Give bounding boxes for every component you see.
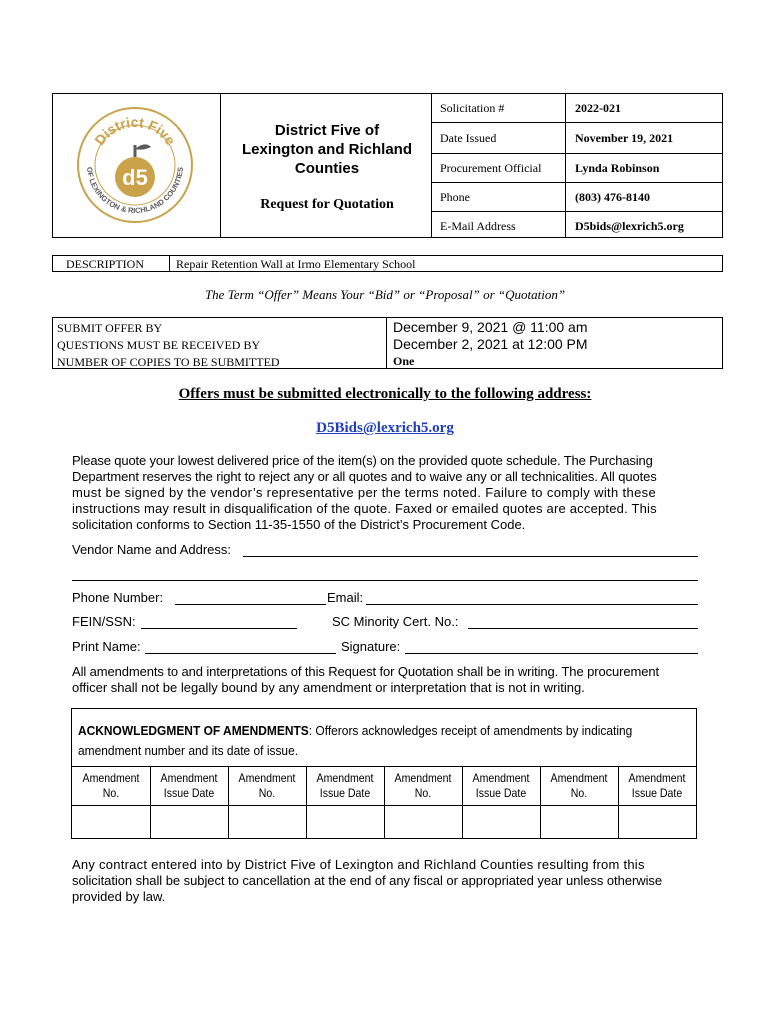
phone-value: (803) 476-8140 [575, 190, 650, 204]
submission-table [52, 317, 723, 369]
amendment-date-column: Amendment Issue Date [472, 771, 530, 800]
instructions-line: Please quote your lowest delivered price of the item(s) on the provided quote schedule. The Purchasing [72, 453, 653, 468]
header-divider [220, 94, 221, 237]
amendment-number-column: Amendment No. [394, 771, 452, 800]
questions-deadline-value: December 2, 2021 at 12:00 PM [393, 336, 588, 352]
contract-note-line: Any contract entered into by District Five of Lexington and Richland Counties resulting from this [72, 857, 645, 872]
fein-ssn-field[interactable] [141, 628, 297, 629]
questions-deadline-label: QUESTIONS MUST BE RECEIVED BY [57, 338, 261, 352]
amendment-date-input[interactable] [307, 806, 384, 839]
submit-offer-value: December 9, 2021 @ 11:00 am [393, 319, 588, 335]
submission-divider [386, 318, 387, 368]
organization-name [225, 121, 429, 178]
email-address-label: E-Mail Address [440, 219, 516, 233]
signature-field[interactable] [405, 653, 698, 654]
vendor-address-field[interactable] [72, 580, 698, 581]
email-field[interactable] [366, 604, 698, 605]
amendment-grid [72, 766, 696, 839]
fein-ssn-label: FEIN/SSN: [72, 614, 136, 629]
header-row-divider [431, 182, 723, 183]
amendment-number-input[interactable] [72, 806, 150, 839]
sc-minority-field[interactable] [468, 628, 698, 629]
amendment-date-column: Amendment Issue Date [628, 771, 686, 800]
amendment-date-input[interactable] [619, 806, 696, 839]
header-row-divider [431, 211, 723, 212]
date-issued-value: November 19, 2021 [575, 131, 674, 145]
description-divider [169, 256, 170, 271]
amendment-date-column: Amendment Issue Date [160, 771, 218, 800]
print-name-field[interactable] [145, 653, 336, 654]
amendment-date-input[interactable] [151, 806, 228, 839]
contract-note-line: provided by law. [72, 889, 166, 904]
solicitation-number-value: 2022-021 [575, 101, 621, 115]
header-row-divider [431, 122, 723, 123]
vendor-name-label: Vendor Name and Address: [72, 542, 231, 557]
acknowledgment-title-rest: : Offerors acknowledges receipt of amendments by indicating [308, 723, 633, 738]
print-name-label: Print Name: [72, 639, 141, 654]
description-row [52, 255, 723, 272]
amendment-date-column: Amendment Issue Date [316, 771, 374, 800]
amendment-number-column: Amendment No. [238, 771, 296, 800]
instructions-line: solicitation conforms to Section 11-35-1550 of the District’s Procurement Code. [72, 517, 526, 532]
amendment-number-input[interactable] [541, 806, 618, 839]
instructions-line: must be signed by the vendor’s representative per the terms noted. Failure to comply with these [72, 485, 657, 500]
amendment-date-input[interactable] [463, 806, 540, 839]
description-value: Repair Retention Wall at Irmo Elementary School [176, 257, 416, 271]
term-note: The Term “Offer” Means Your “Bid” or “Proposal” or “Quotation” [204, 287, 566, 302]
amendment-number-input[interactable] [385, 806, 462, 839]
organization-line: District Five of [274, 122, 380, 139]
logo-text-ring: OF LEXINGTON & RICHLAND COUNTIES [84, 166, 186, 216]
phone-label: Phone [440, 190, 470, 204]
amendments-note-line: officer shall not be legally bound by any amendment or interpretation that is not in writing. [72, 680, 585, 695]
offers-email-link[interactable]: D5Bids@lexrich5.org [316, 420, 454, 436]
acknowledgment-of-amendments-box [71, 708, 697, 839]
signature-label: Signature: [341, 639, 401, 654]
phone-number-label: Phone Number: [72, 590, 164, 605]
acknowledgment-title [78, 721, 639, 761]
acknowledgment-title-line2: amendment number and its date of issue. [78, 743, 299, 758]
phone-number-field[interactable] [175, 604, 326, 605]
procurement-official-value: Lynda Robinson [575, 161, 660, 175]
copies-label: NUMBER OF COPIES TO BE SUBMITTED [57, 355, 280, 369]
document-type: Request for Quotation [260, 197, 394, 212]
email-address-value: D5bids@lexrich5.org [575, 219, 684, 233]
header-divider [565, 94, 566, 237]
instructions-line: instructions may result in disqualification of the quote. Faxed or emailed quotes are accepted. This [72, 501, 657, 516]
submit-offer-label: SUBMIT OFFER BY [57, 321, 163, 335]
header-row-divider [431, 153, 723, 154]
amendment-number-column: Amendment No. [82, 771, 140, 800]
header-divider [431, 94, 432, 237]
organization-line: Counties [294, 160, 360, 177]
sc-minority-label: SC Minority Cert. No.: [332, 614, 459, 629]
organization-line: Lexington and Richland [241, 141, 412, 158]
instructions-line: Department reserves the right to reject any or all quotes and to waive any or all technicalities. All quotes [72, 469, 657, 484]
date-issued-label: Date Issued [440, 131, 497, 145]
email-label: Email: [327, 590, 364, 605]
procurement-official-label: Procurement Official [440, 161, 542, 175]
amendments-note-line: All amendments to and interpretations of this Request for Quotation shall be in writing. The procurement [72, 664, 659, 679]
amendment-number-column: Amendment No. [550, 771, 608, 800]
solicitation-header-table [52, 93, 723, 238]
vendor-name-field[interactable] [243, 556, 698, 557]
copies-value: One [393, 354, 415, 368]
acknowledgment-title-bold: ACKNOWLEDGMENT OF AMENDMENTS [78, 723, 309, 738]
description-label: DESCRIPTION [66, 257, 145, 271]
solicitation-number-label: Solicitation # [440, 101, 505, 115]
logo-text-top: District Five [91, 113, 179, 148]
contract-note-line: solicitation shall be subject to cancellation at the end of any fiscal or appropriated year unless otherwise [72, 873, 663, 888]
offers-heading: Offers must be submitted electronically to the following address: [178, 386, 592, 402]
district-five-logo [75, 105, 195, 225]
amendment-number-input[interactable] [229, 806, 306, 839]
svg-text:d5: d5 [122, 165, 148, 190]
